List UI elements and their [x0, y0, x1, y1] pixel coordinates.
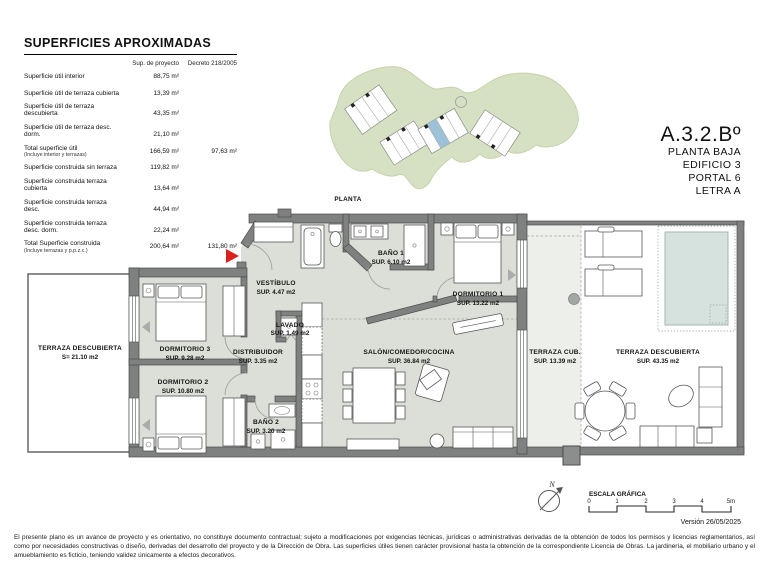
lounger-icon	[585, 265, 642, 296]
room-area: SUP. 3.35 m2	[238, 358, 278, 365]
north-compass-icon	[539, 480, 564, 512]
room-label: DISTRIBUIDOR	[232, 349, 284, 356]
right-terrace-items	[575, 226, 735, 447]
toilet-icon	[329, 224, 342, 232]
scale-bar-label: ESCALA GRÁFICA	[589, 491, 646, 498]
dormitorio2-furniture	[143, 396, 245, 453]
room-area: SUP. 1.49 m2	[270, 330, 310, 337]
site-plan	[330, 67, 578, 189]
covered-terrace-floor	[521, 222, 581, 450]
svg-text:5m: 5m	[726, 499, 736, 505]
sofa-icon	[453, 427, 513, 448]
table-row: Superficie útil de terraza cubierta 13,39 m²	[24, 89, 179, 97]
table-row: Superficie construida sin terraza 119,82 m²	[24, 164, 179, 172]
scale-bar	[587, 489, 735, 512]
room-area: SUP. 6.10 m2	[371, 259, 411, 266]
svg-text:3: 3	[672, 499, 676, 505]
room-label: VESTÍBULO	[256, 280, 296, 287]
north-label: N	[549, 480, 555, 489]
room-label: SALÓN/COMEDOR/COCINA	[363, 349, 455, 356]
areas-table-header	[24, 60, 237, 67]
unit-code: A.3.2.Bº	[660, 123, 741, 146]
room-label: TERRAZA CUB.	[529, 349, 581, 356]
version-text: Versión 26/05/2025	[680, 519, 741, 526]
side-table-icon	[697, 428, 712, 443]
nightstand-icon	[502, 223, 514, 235]
nightstand-icon	[441, 223, 453, 235]
col-header-proyecto: Sup. de proyecto	[132, 60, 179, 67]
cooktop-icon	[302, 379, 322, 399]
room-label: LAVADO	[275, 322, 305, 329]
plant-icon	[665, 381, 698, 411]
table-row: Total Superficie construida (Incluye terrazas y p.p.z.c.) 200,64 m² 131,80 m²	[24, 240, 237, 254]
table-row: Total superficie útil (Incluye interior y terrazas) 166,59 m² 97,63 m²	[24, 144, 237, 158]
svg-text:1: 1	[615, 499, 619, 505]
dormitorio3-furniture	[143, 284, 245, 341]
toilet-icon	[251, 434, 265, 449]
col-header-decreto: Decreto 218/2005	[187, 60, 237, 67]
room-area: SUP. 43.35 m2	[636, 358, 680, 365]
table-row: Superficie útil de terraza desc. dorm. 21,10 m²	[24, 123, 179, 139]
pool	[665, 232, 728, 325]
svg-text:2: 2	[644, 499, 648, 505]
floor-name: PLANTA BAJA	[667, 146, 741, 158]
disclaimer-text: El presente plano es un avance de proyecto y es orientativo, no constituye documento contractual; sujeto a modificaciones por exigencias técnicas, jurídicas o administrativas derivadas de la obtención de todos los permisos y licencias reglamentarios, así como por necesidades constructivas o diseño, derivadas del desarrollo del proyecto y de la Dirección de Obra. Las superficies útiles tienen carácter provisional hasta la obtención de la correspondiente Licencia de Obras. La jardinería, el mobiliario urbano y el amueblamiento es ficticio, teniendo validez únicamente a efectos decorativos.	[14, 534, 755, 560]
room-label: BAÑO 2	[252, 419, 280, 426]
areas-table	[24, 36, 237, 254]
table-row: Superficie útil interior 88,75 m²	[24, 73, 179, 81]
table-row: Superficie construida terraza cubierta 13,64 m²	[24, 177, 179, 193]
sink-icon	[269, 404, 295, 417]
dining-table-icon	[353, 368, 395, 423]
table-row: Superficie construida terraza desc. dorm. 22,24 m²	[24, 219, 179, 234]
round-table-set-icon	[575, 381, 635, 441]
room-label: TERRAZA DESCUBIERTA	[37, 345, 123, 352]
vestibulo-furniture	[254, 222, 293, 242]
portal-name: PORTAL 6	[688, 172, 741, 184]
lounger-icon	[585, 227, 642, 257]
title-block	[660, 123, 741, 198]
letter-name: LETRA A	[695, 185, 741, 197]
table-row: Superficie construida terraza desc. 44,94 m²	[24, 198, 179, 213]
room-label: DORMITORIO 3	[159, 346, 211, 353]
room-area: S= 21.10 m2	[61, 354, 99, 361]
room-label: DORMITORIO 2	[157, 379, 209, 386]
column	[563, 446, 580, 465]
room-area: SUP. 13.22 m2	[456, 300, 500, 307]
table-row: Superficie útil de terraza descubierta 43,35 m²	[24, 103, 179, 118]
room-label: DORMITORIO 1	[452, 291, 504, 298]
room-area: SUP. 4.47 m2	[256, 289, 296, 296]
nightstand-icon	[143, 284, 154, 297]
site-plan-label: PLANTA	[334, 196, 362, 203]
room-area: SUP. 3.20 m2	[246, 428, 286, 435]
sofa-icon	[640, 426, 694, 447]
left-terrace-floor	[28, 274, 133, 452]
svg-text:4: 4	[700, 499, 704, 505]
room-label: BAÑO 1	[377, 250, 405, 257]
svg-text:0: 0	[587, 499, 591, 505]
sideboard-icon	[347, 439, 399, 450]
kitchen-units	[302, 303, 322, 447]
room-area: SUP. 13.39 m2	[533, 358, 577, 365]
nightstand-icon	[143, 438, 154, 451]
room-area: SUP. 9.28 m2	[165, 355, 205, 362]
building-name: EDIFICIO 3	[682, 159, 741, 171]
areas-table-title: SUPERFICIES APROXIMADAS	[24, 36, 237, 55]
side-table-icon	[430, 434, 444, 448]
plant-icon	[569, 294, 580, 305]
room-area: SUP. 10.80 m2	[161, 388, 205, 395]
room-label: TERRAZA DESCUBIERTA	[615, 349, 701, 356]
sofa-icon	[699, 367, 722, 427]
covered-terrace-items	[569, 294, 580, 305]
room-area: SUP. 36.84 m2	[387, 358, 431, 365]
cabinet-icon	[254, 222, 293, 242]
